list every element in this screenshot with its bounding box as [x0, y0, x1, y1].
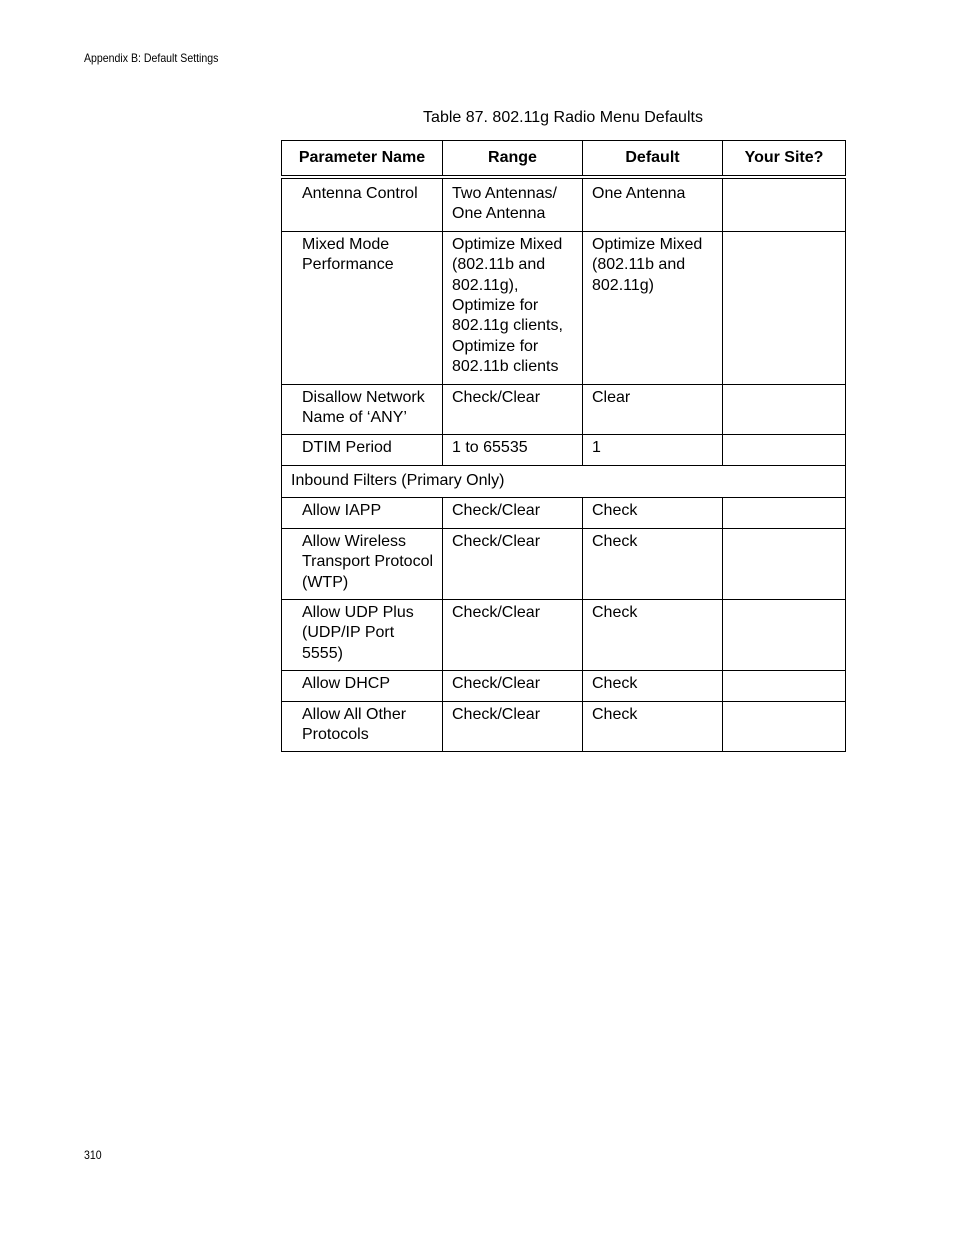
param-cell: Allow UDP Plus (UDP/IP Port 5555) [282, 599, 443, 670]
default-cell: Check [583, 528, 723, 599]
table-row [282, 231, 846, 384]
table-row [282, 599, 846, 670]
table-row [282, 435, 846, 465]
column-header-range: Range [443, 141, 583, 178]
default-cell: Check [583, 701, 723, 752]
default-cell: Check [583, 498, 723, 528]
section-label: Inbound Filters (Primary Only) [282, 465, 846, 497]
param-cell: Disallow Network Name of ‘ANY’ [282, 384, 443, 435]
table-row [282, 671, 846, 701]
param-cell: Antenna Control [282, 177, 443, 231]
column-header-your-site: Your Site? [723, 141, 846, 178]
table-header-row [282, 141, 846, 178]
column-header-parameter: Parameter Name [282, 141, 443, 178]
site-cell [723, 435, 846, 465]
range-cell: Optimize Mixed (802.11b and 802.11g), Optimize for 802.11g clients, Optimize for 802.11b clients [443, 231, 583, 384]
default-cell: 1 [583, 435, 723, 465]
site-cell [723, 671, 846, 701]
site-cell [723, 177, 846, 231]
range-cell: Check/Clear [443, 528, 583, 599]
default-cell: Clear [583, 384, 723, 435]
default-cell: Optimize Mixed (802.11b and 802.11g) [583, 231, 723, 384]
default-cell: Check [583, 671, 723, 701]
range-cell: Check/Clear [443, 384, 583, 435]
range-cell: 1 to 65535 [443, 435, 583, 465]
default-cell: One Antenna [583, 177, 723, 231]
site-cell [723, 599, 846, 670]
table-row [282, 701, 846, 752]
section-row [282, 465, 846, 497]
param-cell: Allow IAPP [282, 498, 443, 528]
page-number: 310 [84, 1148, 102, 1162]
table-caption: Table 87. 802.11g Radio Menu Defaults [423, 109, 703, 126]
param-cell: Allow Wireless Transport Protocol (WTP) [282, 528, 443, 599]
param-cell: DTIM Period [282, 435, 443, 465]
running-header: Appendix B: Default Settings [84, 51, 219, 65]
default-cell: Check [583, 599, 723, 670]
range-cell: Check/Clear [443, 701, 583, 752]
column-header-default: Default [583, 141, 723, 178]
range-cell: Check/Clear [443, 498, 583, 528]
range-cell: Check/Clear [443, 599, 583, 670]
param-cell: Allow DHCP [282, 671, 443, 701]
defaults-table [281, 140, 846, 752]
table-row [282, 528, 846, 599]
site-cell [723, 498, 846, 528]
range-cell: Two Antennas/ One Antenna [443, 177, 583, 231]
table-row [282, 177, 846, 231]
param-cell: Allow All Other Protocols [282, 701, 443, 752]
range-cell: Check/Clear [443, 671, 583, 701]
param-cell: Mixed Mode Performance [282, 231, 443, 384]
table-row [282, 384, 846, 435]
site-cell [723, 384, 846, 435]
table-row [282, 498, 846, 528]
site-cell [723, 231, 846, 384]
site-cell [723, 701, 846, 752]
site-cell [723, 528, 846, 599]
